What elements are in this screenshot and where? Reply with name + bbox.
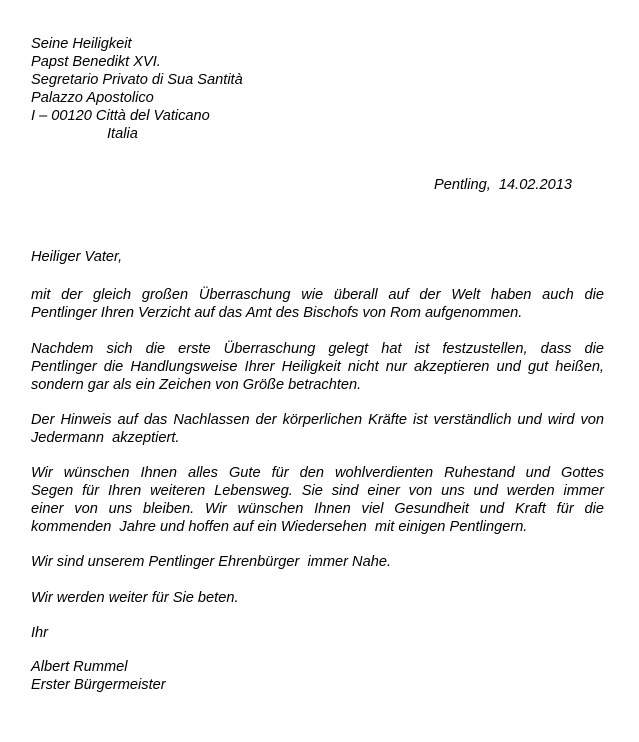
address-line-1: Seine Heiligkeit — [31, 36, 132, 52]
paragraph-2-line-2: Pentlinger die Handlungsweise Ihrer Heiligkeit nicht nur akzeptieren und gut heißen, — [31, 359, 604, 375]
paragraph-3 — [31, 411, 604, 447]
paragraph-4 — [31, 464, 604, 536]
paragraph-4-line-4: kommenden Jahre und hoffen auf ein Wiedersehen mit einigen Pentlingern. — [31, 519, 528, 535]
signature-title: Erster Bürgermeister — [31, 677, 166, 693]
letter-date: Pentling, 14.02.2013 — [434, 177, 572, 193]
signature-block — [31, 658, 604, 694]
paragraph-4-line-3: einer von uns bleiben. Wir wünschen Ihnen viel Gesundheit und Kraft für die — [31, 501, 604, 517]
recipient-address — [31, 35, 243, 143]
paragraph-5: Wir sind unserem Pentlinger Ehrenbürger immer Nahe. — [31, 554, 391, 570]
paragraph-2-line-3: sondern gar als ein Zeichen von Größe betrachten. — [31, 377, 362, 393]
paragraph-4-line-2: Segen für Ihren weiteren Lebensweg. Sie sind einer von uns und werden immer — [31, 483, 604, 499]
paragraph-3-line-2: Jedermann akzeptiert. — [31, 430, 180, 446]
paragraph-2 — [31, 340, 604, 394]
address-line-5: I – 00120 Città del Vaticano — [31, 108, 210, 124]
paragraph-1-line-1: mit der gleich großen Überraschung wie überall auf der Welt haben auch die — [31, 287, 604, 303]
address-line-3: Segretario Privato di Sua Santità — [31, 72, 243, 88]
paragraph-3-line-1: Der Hinweis auf das Nachlassen der körperlichen Kräfte ist verständlich und wird von — [31, 412, 604, 428]
signature-name: Albert Rummel — [31, 659, 128, 675]
paragraph-1-line-2: Pentlinger Ihren Verzicht auf das Amt des Bischofs von Rom aufgenommen. — [31, 305, 523, 321]
address-line-6: Italia — [107, 126, 138, 142]
address-line-4: Palazzo Apostolico — [31, 90, 154, 106]
paragraph-2-line-1: Nachdem sich die erste Überraschung gelegt hat ist festzustellen, dass die — [31, 341, 604, 357]
closing: Ihr — [31, 625, 49, 641]
salutation: Heiliger Vater, — [31, 249, 123, 265]
paragraph-4-line-1: Wir wünschen Ihnen alles Gute für den wohlverdienten Ruhestand und Gottes — [31, 465, 604, 481]
paragraph-6: Wir werden weiter für Sie beten. — [31, 590, 239, 606]
address-line-2: Papst Benedikt XVI. — [31, 54, 161, 70]
paragraph-1 — [31, 286, 604, 322]
